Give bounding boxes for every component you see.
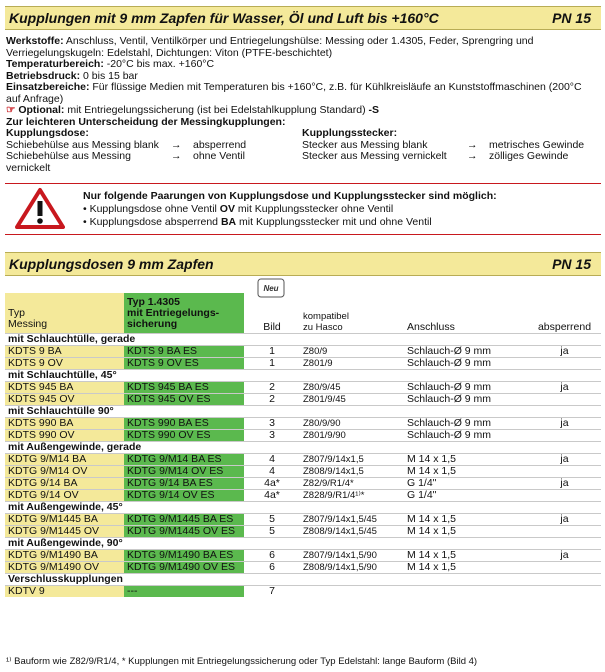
table-header-row: [5, 293, 601, 334]
cell-bild: 3: [244, 418, 300, 430]
cell-messing: KDTG 9/M1445 OV: [5, 526, 124, 538]
werkstoffe-text: Anschluss, Ventil, Ventilkörper und Entriegelungshülse: Messing oder 1.4305, Feder, Sprengring und Verriegelungskugeln: Edelstahl, Dichtungen: Viton (PTFE-beschichtet): [6, 35, 534, 59]
cell-anschluss: Schlauch-Ø 9 mm: [404, 346, 528, 358]
cell-bild: 2: [244, 382, 300, 394]
cell-messing: KDTS 945 OV: [5, 394, 124, 406]
stecker-row: [302, 151, 598, 163]
cell-es: KDTG 9/M1445 OV ES: [124, 526, 244, 538]
table-row: [5, 586, 601, 598]
table-row: [5, 466, 601, 478]
cell-anschluss: M 14 x 1,5: [404, 526, 528, 538]
cell-es: KDTG 9/M1490 BA ES: [124, 550, 244, 562]
cell-hasco: Z801/9/45: [300, 394, 404, 406]
cell-absperrend: [528, 586, 601, 598]
optional-suffix: -S: [365, 104, 380, 116]
cell-messing: KDTG 9/M14 BA: [5, 454, 124, 466]
header-typ-1-4305: Typ 1.4305: [127, 295, 180, 308]
main-header: [5, 6, 601, 30]
cell-absperrend: ja: [528, 418, 601, 430]
cell-bild: 6: [244, 562, 300, 574]
optional-label: Optional:: [15, 104, 65, 116]
dose-row-left: Schiebehülse aus Messing vernickelt: [6, 150, 131, 174]
cell-anschluss: [404, 586, 528, 598]
cell-absperrend: ja: [528, 514, 601, 526]
stecker-title: Kupplungsstecker:: [302, 127, 398, 139]
cell-hasco: Z82/9/R1/4*: [300, 478, 404, 490]
table-section-row: [5, 406, 601, 418]
warning-title: Nur folgende Paarungen von Kupplungsdose und Kupplungsstecker sind möglich:: [83, 190, 497, 202]
cell-absperrend: ja: [528, 382, 601, 394]
warning-line-text: • Kupplungsdose absperrend: [83, 216, 221, 228]
cell-absperrend: [528, 430, 601, 442]
dose-row-right: absperrend: [193, 138, 247, 151]
cell-bild: 5: [244, 526, 300, 538]
warning-line-text: mit Kupplungsstecker ohne Ventil: [234, 203, 394, 215]
table-row: [5, 514, 601, 526]
optional-text: mit Entriegelungssicherung (ist bei Edelstahlkupplung Standard): [64, 104, 366, 116]
warning-box: [5, 183, 601, 235]
section-label: mit Außengewinde, 45°: [5, 502, 601, 514]
cell-messing: KDTS 9 OV: [5, 358, 124, 370]
cell-absperrend: ja: [528, 454, 601, 466]
table-section-row: [5, 442, 601, 454]
cell-messing: KDTG 9/14 OV: [5, 490, 124, 502]
cell-anschluss: Schlauch-Ø 9 mm: [404, 358, 528, 370]
dose-row: [6, 151, 302, 174]
header-messing: Messing: [8, 318, 48, 330]
warning-line: [83, 203, 497, 216]
warning-code: BA: [220, 216, 237, 228]
cell-messing: KDTG 9/M1445 BA: [5, 514, 124, 526]
cell-messing: KDTG 9/14 BA: [5, 478, 124, 490]
table-row: [5, 346, 601, 358]
warning-code: OV: [219, 203, 235, 215]
section-label: mit Schlauchtülle 90°: [5, 406, 601, 418]
warning-text: [83, 190, 497, 229]
druck-label: Betriebsdruck:: [6, 69, 81, 82]
table-row: [5, 490, 601, 502]
cell-anschluss: M 14 x 1,5: [404, 454, 528, 466]
cell-es: KDTS 945 OV ES: [124, 394, 244, 406]
cell-hasco: Z808/9/14x1,5/45: [300, 526, 404, 538]
pointing-hand-icon: ☞: [6, 104, 16, 116]
cell-bild: 1: [244, 358, 300, 370]
cell-absperrend: ja: [528, 346, 601, 358]
table-section-row: [5, 334, 601, 346]
table-body: [5, 334, 601, 598]
cell-es: KDTS 9 OV ES: [124, 358, 244, 370]
cell-es: KDTG 9/14 BA ES: [124, 478, 244, 490]
section-title: Kupplungsdosen 9 mm Zapfen: [9, 256, 214, 272]
warning-icon: [15, 187, 65, 229]
dose-row-right: ohne Ventil: [193, 150, 245, 162]
cell-bild: 5: [244, 514, 300, 526]
cell-anschluss: Schlauch-Ø 9 mm: [404, 418, 528, 430]
cell-anschluss: Schlauch-Ø 9 mm: [404, 394, 528, 406]
temp-text: -20°C bis max. +160°C: [103, 58, 215, 70]
cell-bild: 2: [244, 394, 300, 406]
section-label: Verschlusskupplungen: [5, 574, 601, 586]
cell-hasco: Z801/9/90: [300, 430, 404, 442]
cell-messing: KDTS 990 OV: [5, 430, 124, 442]
cell-hasco: Z808/9/14x1,5/90: [300, 562, 404, 574]
cell-bild: 3: [244, 430, 300, 442]
cell-hasco: Z808/9/14x1,5: [300, 466, 404, 478]
cell-es: KDTG 9/M1445 BA ES: [124, 514, 244, 526]
cell-es: ---: [124, 586, 244, 598]
section-pressure-rating: PN 15: [552, 256, 591, 272]
section-label: mit Schlauchtülle, gerade: [5, 334, 601, 346]
table-row: [5, 394, 601, 406]
cell-bild: 6: [244, 550, 300, 562]
unterscheidung-heading: Zur leichteren Unterscheidung der Messingkupplungen:: [6, 115, 286, 128]
cell-messing: KDTS 9 BA: [5, 346, 124, 358]
cell-messing: KDTS 990 BA: [5, 418, 124, 430]
cell-bild: 4: [244, 466, 300, 478]
temp-label: Temperaturbereich:: [6, 58, 104, 70]
cell-anschluss: Schlauch-Ø 9 mm: [404, 430, 528, 442]
table-row: [5, 382, 601, 394]
warning-line-text: mit Kupplungsstecker mit und ohne Ventil: [236, 216, 432, 228]
cell-absperrend: [528, 526, 601, 538]
cell-messing: KDTS 945 BA: [5, 382, 124, 394]
cell-hasco: Z80/9/45: [300, 382, 404, 394]
table-section-row: [5, 574, 601, 586]
cell-absperrend: ja: [528, 478, 601, 490]
cell-bild: 7: [244, 586, 300, 598]
stecker-row-right: metrisches Gewinde: [489, 138, 585, 151]
header-zu-hasco: zu Hasco: [303, 322, 343, 333]
cell-anschluss: M 14 x 1,5: [404, 550, 528, 562]
header-typ: Typ: [8, 307, 25, 319]
cell-absperrend: [528, 358, 601, 370]
header-sicherung: sicherung: [127, 317, 178, 330]
cell-bild: 4a*: [244, 478, 300, 490]
cell-absperrend: [528, 490, 601, 502]
info-block: [6, 36, 598, 174]
arrow-right-icon: →: [467, 150, 478, 162]
cell-hasco: Z807/9/14x1,5/45: [300, 514, 404, 526]
stecker-row-left: Stecker aus Messing vernickelt: [302, 150, 447, 162]
table-row: [5, 478, 601, 490]
cell-bild: 1: [244, 346, 300, 358]
cell-hasco: Z80/9: [300, 346, 404, 358]
pressure-rating: PN 15: [552, 10, 591, 26]
cell-anschluss: Schlauch-Ø 9 mm: [404, 382, 528, 394]
cell-es: KDTS 9 BA ES: [124, 346, 244, 358]
header-anschluss: Anschluss: [407, 321, 455, 333]
cell-anschluss: G 1/4": [404, 490, 528, 502]
cell-bild: 4a*: [244, 490, 300, 502]
header-mit-entriegelung: mit Entriegelungs-: [127, 306, 220, 319]
section-header: [5, 252, 601, 276]
table-section-row: [5, 502, 601, 514]
arrow-right-icon: →: [171, 138, 182, 151]
cell-hasco: Z80/9/90: [300, 418, 404, 430]
cell-messing: KDTG 9/M14 OV: [5, 466, 124, 478]
cell-absperrend: [528, 466, 601, 478]
cell-es: KDTG 9/M14 OV ES: [124, 466, 244, 478]
table-row: [5, 418, 601, 430]
table-row: [5, 526, 601, 538]
cell-absperrend: [528, 394, 601, 406]
cell-anschluss: M 14 x 1,5: [404, 562, 528, 574]
table-row: [5, 358, 601, 370]
table-row: [5, 430, 601, 442]
cell-anschluss: G 1/4": [404, 478, 528, 490]
druck-text: 0 bis 15 bar: [80, 69, 138, 82]
cell-hasco: [300, 586, 404, 598]
dose-row-left: Schiebehülse aus Messing blank: [6, 138, 159, 151]
differentiation-columns: [6, 128, 598, 174]
cell-absperrend: [528, 562, 601, 574]
cell-absperrend: ja: [528, 550, 601, 562]
cell-es: KDTS 990 BA ES: [124, 418, 244, 430]
stecker-row-left: Stecker aus Messing blank: [302, 138, 428, 151]
cell-es: KDTG 9/M14 BA ES: [124, 454, 244, 466]
cell-anschluss: M 14 x 1,5: [404, 466, 528, 478]
dose-title: Kupplungsdose:: [6, 127, 89, 139]
cell-anschluss: M 14 x 1,5: [404, 514, 528, 526]
header-hasco: [300, 293, 404, 334]
cell-es: KDTS 945 BA ES: [124, 382, 244, 394]
stecker-column: [302, 128, 598, 174]
header-typ-messing: [5, 293, 124, 334]
table-section-row: [5, 370, 601, 382]
cell-hasco: Z807/9/14x1,5/90: [300, 550, 404, 562]
einsatz-label: Einsatzbereiche:: [6, 81, 90, 93]
main-title: Kupplungen mit 9 mm Zapfen für Wasser, Öl und Luft bis +160°C: [9, 10, 439, 26]
cell-hasco: Z801/9: [300, 358, 404, 370]
table-row: [5, 550, 601, 562]
werkstoffe-label: Werkstoffe:: [6, 35, 64, 47]
section-label: mit Außengewinde, gerade: [5, 442, 601, 454]
arrow-right-icon: →: [467, 138, 478, 151]
arrow-right-icon: →: [171, 150, 182, 162]
table-row: [5, 454, 601, 466]
dose-column: [6, 128, 302, 174]
header-absperrend: absperrend: [537, 321, 592, 333]
section-label: mit Schlauchtülle, 45°: [5, 370, 601, 382]
cell-es: KDTS 990 OV ES: [124, 430, 244, 442]
cell-es: KDTG 9/14 OV ES: [124, 490, 244, 502]
header-kompatibel: kompatibel: [303, 311, 349, 322]
cell-hasco: Z807/9/14x1,5: [300, 454, 404, 466]
footnote: ¹⁾ Bauform wie Z82/9/R1/4, * Kupplungen mit Entriegelungssicherung oder Typ Edelstahl: lange Bauform (Bild 4): [6, 656, 478, 667]
cell-bild: 4: [244, 454, 300, 466]
section-label: mit Außengewinde, 90°: [5, 538, 601, 550]
header-bild: Bild: [263, 321, 281, 333]
cell-es: KDTG 9/M1490 OV ES: [124, 562, 244, 574]
product-table: [5, 293, 601, 597]
warning-line: [83, 216, 497, 229]
cell-hasco: Z828/9/R1/4¹⁾*: [300, 490, 404, 502]
cell-messing: KDTG 9/M1490 OV: [5, 562, 124, 574]
warning-line-text: • Kupplungsdose ohne Ventil: [83, 203, 220, 215]
table-section-row: [5, 538, 601, 550]
cell-messing: KDTG 9/M1490 BA: [5, 550, 124, 562]
einsatz-text: Für flüssige Medien mit Temperaturen bis +160°C, z.B. für Kühlkreisläufe an Kunststoffmaschinen (200°C auf Anfrage): [6, 81, 582, 105]
cell-messing: KDTV 9: [5, 586, 124, 598]
table-row: [5, 562, 601, 574]
header-typ-es: [124, 293, 244, 334]
stecker-row-right: zölliges Gewinde: [489, 150, 569, 162]
new-badge-text: Neu: [263, 284, 279, 293]
